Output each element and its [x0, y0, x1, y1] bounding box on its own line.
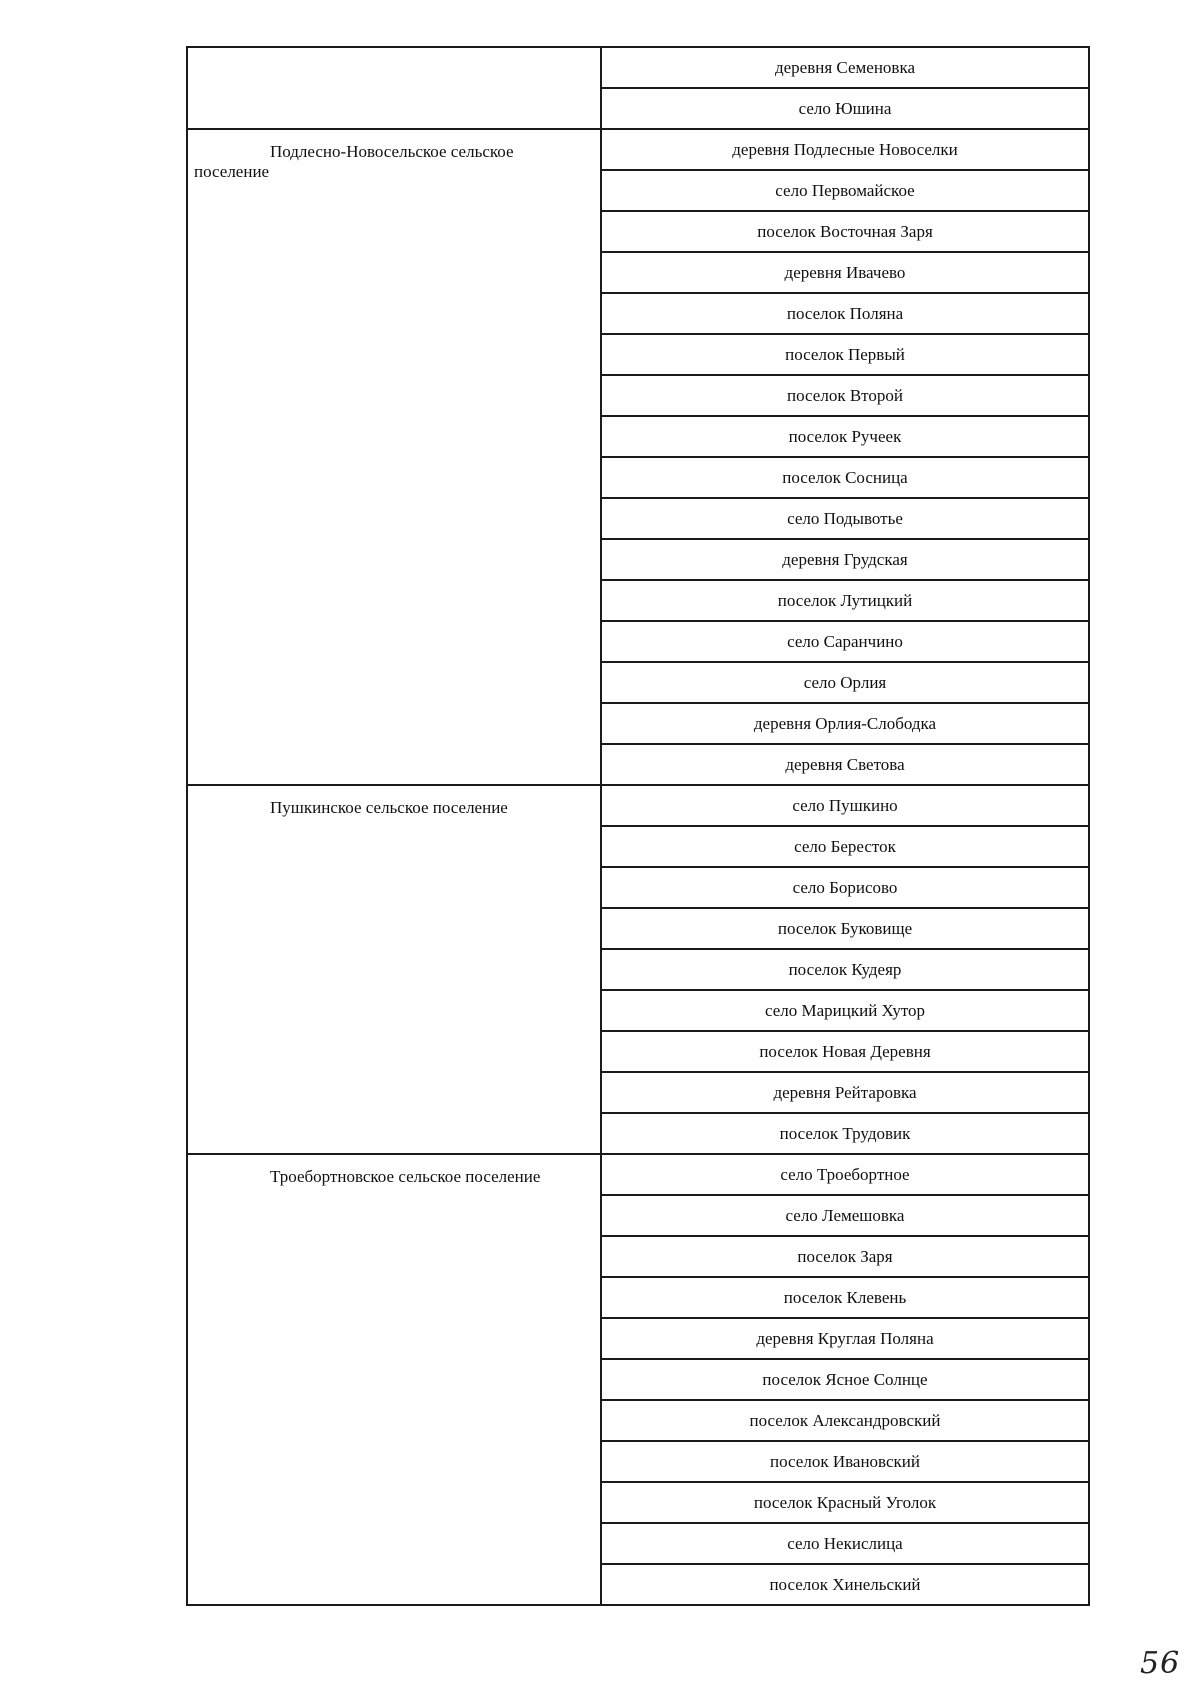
table-row [187, 47, 1089, 88]
locality-cell: поселок Новая Деревня [601, 1031, 1089, 1072]
settlements-table-body [187, 47, 1089, 1605]
locality-cell: поселок Поляна [601, 293, 1089, 334]
locality-cell: село Лемешовка [601, 1195, 1089, 1236]
locality-cell: поселок Лутицкий [601, 580, 1089, 621]
locality-cell: поселок Ясное Солнце [601, 1359, 1089, 1400]
locality-cell: поселок Восточная Заря [601, 211, 1089, 252]
locality-cell: село Юшина [601, 88, 1089, 129]
settlement-name-cell [187, 47, 601, 129]
locality-cell: поселок Сосница [601, 457, 1089, 498]
locality-cell: село Подывотье [601, 498, 1089, 539]
page-number: 56 [1140, 1646, 1181, 1681]
locality-cell: поселок Буковище [601, 908, 1089, 949]
locality-cell: деревня Семеновка [601, 47, 1089, 88]
locality-cell: село Марицкий Хутор [601, 990, 1089, 1031]
locality-cell: поселок Красный Уголок [601, 1482, 1089, 1523]
locality-cell: село Орлия [601, 662, 1089, 703]
settlement-name-cell: Подлесно-Новосельское сельское поселение [187, 129, 601, 785]
locality-cell: деревня Подлесные Новоселки [601, 129, 1089, 170]
locality-cell: село Борисово [601, 867, 1089, 908]
locality-cell: деревня Грудская [601, 539, 1089, 580]
table-row [187, 1154, 1089, 1195]
table-row [187, 785, 1089, 826]
locality-cell: поселок Александровский [601, 1400, 1089, 1441]
locality-cell: поселок Трудовик [601, 1113, 1089, 1154]
table-row [187, 129, 1089, 170]
locality-cell: село Бересток [601, 826, 1089, 867]
locality-cell: поселок Ручеек [601, 416, 1089, 457]
settlement-name-cell: Троебортновское сельское поселение [187, 1154, 601, 1605]
settlements-table [186, 46, 1090, 1606]
locality-cell: село Троебортное [601, 1154, 1089, 1195]
locality-cell: поселок Клевень [601, 1277, 1089, 1318]
locality-cell: село Пушкино [601, 785, 1089, 826]
locality-cell: поселок Хинельский [601, 1564, 1089, 1605]
settlement-name-cell: Пушкинское сельское поселение [187, 785, 601, 1154]
locality-cell: село Саранчино [601, 621, 1089, 662]
locality-cell: деревня Светова [601, 744, 1089, 785]
locality-cell: деревня Орлия-Слободка [601, 703, 1089, 744]
locality-cell: село Некислица [601, 1523, 1089, 1564]
locality-cell: деревня Ивачево [601, 252, 1089, 293]
locality-cell: село Первомайское [601, 170, 1089, 211]
locality-cell: поселок Ивановский [601, 1441, 1089, 1482]
locality-cell: деревня Рейтаровка [601, 1072, 1089, 1113]
locality-cell: поселок Заря [601, 1236, 1089, 1277]
locality-cell: поселок Второй [601, 375, 1089, 416]
locality-cell: деревня Круглая Поляна [601, 1318, 1089, 1359]
locality-cell: поселок Первый [601, 334, 1089, 375]
locality-cell: поселок Кудеяр [601, 949, 1089, 990]
